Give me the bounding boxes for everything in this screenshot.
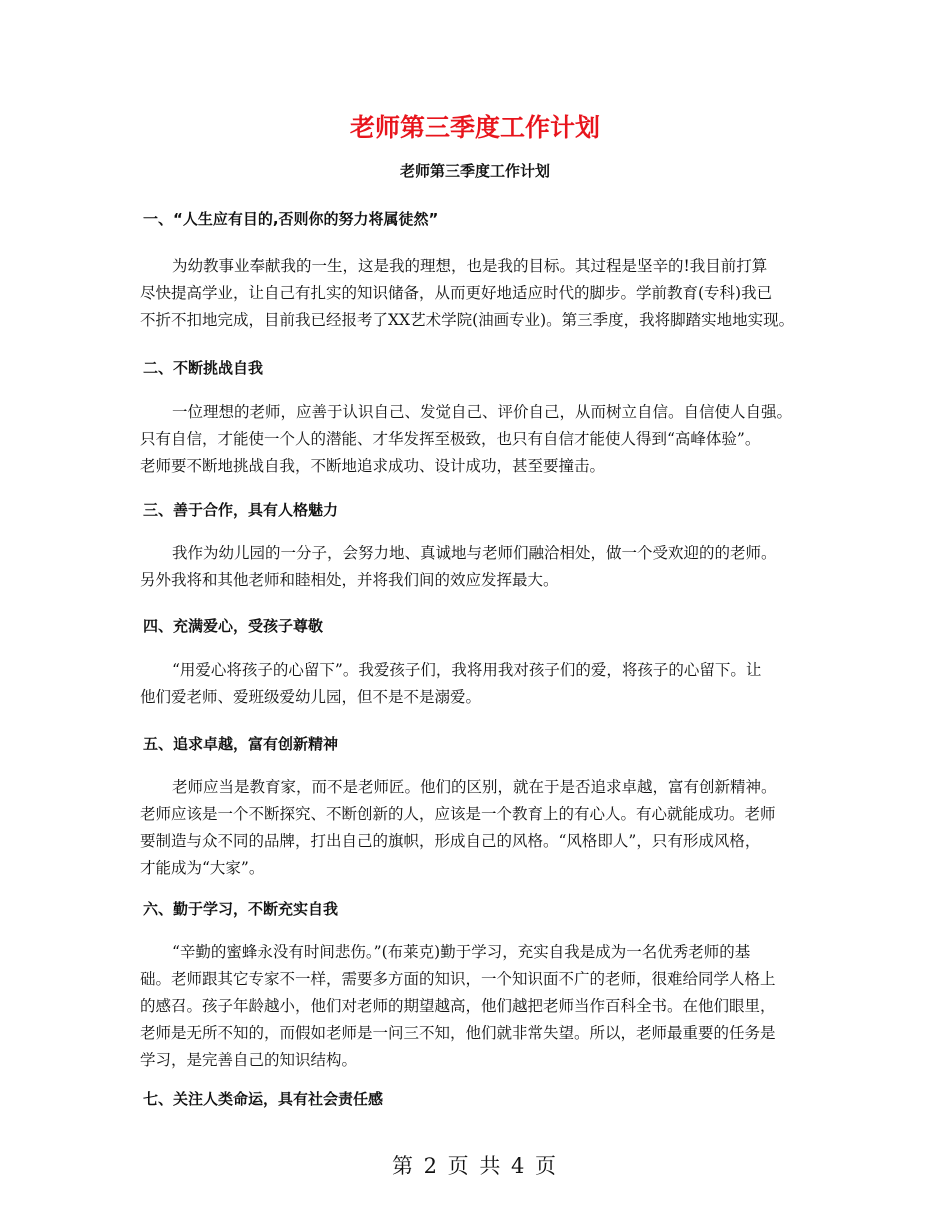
paragraph-line: 尽快提高学业，让自己有扎实的知识储备，从而更好地适应时代的脚步。学前教育(专科)我已 — [140, 284, 773, 302]
paragraph-line: 为幼教事业奉献我的一生，这是我的理想，也是我的目标。其过程是坚辛的!我目前打算 — [172, 257, 768, 275]
paragraph-line: 只有自信，才能使一个人的潜能、才华发挥至极致，也只有自信才能使人得到“高峰体验”。 — [140, 430, 761, 448]
section-paragraph-5 — [140, 774, 810, 882]
section-heading-4: 四、充满爱心，受孩子尊敬 — [143, 617, 324, 635]
paragraph-line: “辛勤的蜜蜂永没有时间悲伤。”(布莱克)勤于学习，充实自我是成为一名优秀老师的基 — [172, 943, 751, 961]
paragraph-line: “用爱心将孩子的心留下”。我爱孩子们，我将用我对孩子们的爱，将孩子的心留下。让 — [172, 661, 762, 679]
paragraph-line: 老师是无所不知的，而假如老师是一问三不知，他们就非常失望。所以，老师最重要的任务是 — [140, 1024, 776, 1042]
page-number-footer: 第 2 页 共 4 页 — [391, 1154, 559, 1178]
paragraph-line: 础。老师跟其它专家不一样，需要多方面的知识，一个知识面不广的老师，很难给同学人格上 — [140, 970, 776, 988]
section-paragraph-4 — [140, 657, 810, 711]
paragraph-line: 的感召。孩子年龄越小，他们对老师的期望越高，他们越把老师当作百科全书。在他们眼里， — [140, 997, 776, 1015]
section-paragraph-1 — [140, 253, 810, 334]
document-subtitle: 老师第三季度工作计划 — [399, 162, 550, 180]
section-paragraph-3 — [140, 540, 810, 594]
paragraph-line: 老师应当是教育家，而不是老师匠。他们的区别，就在于是否追求卓越，富有创新精神。 — [172, 778, 777, 796]
section-heading-2: 二、不断挑战自我 — [143, 359, 264, 377]
section-heading-1: 一、“人生应有目的,否则你的努力将属徒然” — [143, 210, 439, 228]
paragraph-line: 老师要不断地挑战自我，不断地追求成功、设计成功，甚至要撞击。 — [140, 457, 606, 475]
paragraph-line: 一位理想的老师，应善于认识自己、发觉自己、评价自己，从而树立自信。自信使人自强。 — [172, 403, 793, 421]
paragraph-line: 我作为幼儿园的一分子，会努力地、真诚地与老师们融洽相处，做一个受欢迎的的老师。 — [172, 544, 777, 562]
paragraph-line: 才能成为“大家”。 — [140, 859, 265, 877]
section-heading-3: 三、善于合作，具有人格魅力 — [143, 501, 339, 519]
section-paragraph-6 — [140, 939, 810, 1074]
section-heading-7: 七、关注人类命运，具有社会责任感 — [143, 1090, 384, 1108]
paragraph-line: 要制造与众不同的品牌，打出自己的旗帜，形成自己的风格。“风格即人”，只有形成风格， — [140, 832, 761, 850]
section-paragraph-2 — [140, 399, 810, 480]
paragraph-line: 老师应该是一个不断探究、不断创新的人，应该是一个教育上的有心人。有心就能成功。老师 — [140, 805, 776, 823]
paragraph-line: 另外我将和其他老师和睦相处，并将我们间的效应发挥最大。 — [140, 571, 559, 589]
paragraph-line: 不折不扣地完成，目前我已经报考了XX艺术学院(油画专业)。第三季度，我将脚踏实地地实现。 — [140, 311, 795, 329]
paragraph-line: 他们爱老师、爱班级爱幼儿园，但不是不是溺爱。 — [140, 688, 482, 706]
section-heading-6: 六、勤于学习，不断充实自我 — [143, 900, 339, 918]
document-title: 老师第三季度工作计划 — [349, 113, 600, 142]
section-heading-5: 五、追求卓越，富有创新精神 — [143, 735, 339, 753]
paragraph-line: 学习，是完善自己的知识结构。 — [140, 1051, 358, 1069]
